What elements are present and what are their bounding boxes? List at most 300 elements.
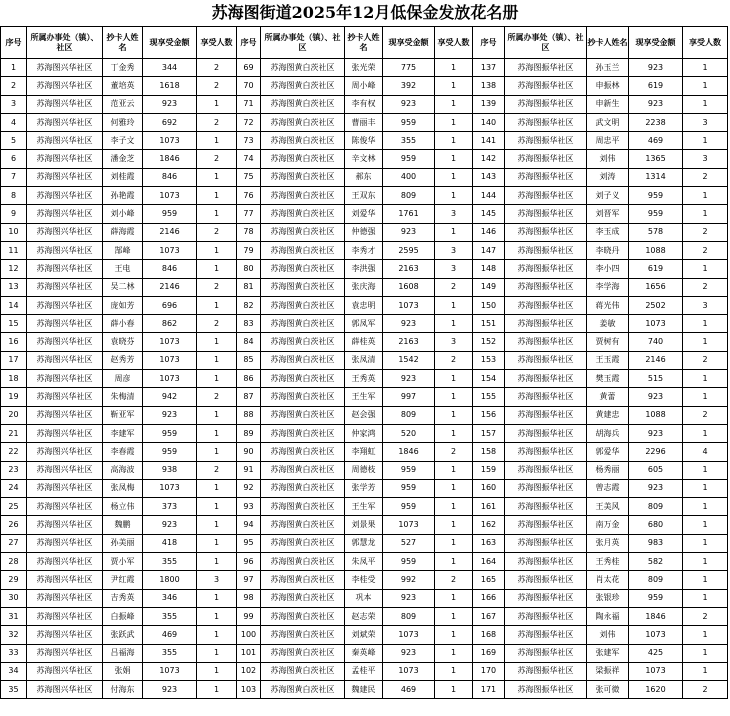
seq-cell: 13 [1,278,27,296]
amount-cell: 923 [143,95,197,113]
header-seq: 序号 [1,27,27,59]
table-row [1,626,728,644]
community-cell: 苏海图振华社区 [505,315,587,333]
seq-cell: 101 [237,644,261,662]
amount-cell: 344 [143,59,197,77]
community-cell: 苏海图兴华社区 [27,296,103,314]
amount-cell: 923 [383,644,435,662]
count-cell: 1 [435,626,473,644]
count-cell: 1 [197,534,237,552]
community-cell: 苏海图振华社区 [505,626,587,644]
community-cell: 苏海图振华社区 [505,388,587,406]
amount-cell: 923 [383,589,435,607]
count-cell: 2 [197,461,237,479]
cardholder-cell: 张建军 [587,644,629,662]
count-cell: 2 [683,168,728,186]
seq-cell: 93 [237,498,261,516]
seq-cell: 26 [1,516,27,534]
cardholder-cell: 张娟 [103,662,143,680]
community-cell: 苏海图黄白茨社区 [261,516,345,534]
seq-cell: 75 [237,168,261,186]
cardholder-cell: 李小四 [587,260,629,278]
community-cell: 苏海图黄白茨社区 [261,351,345,369]
cardholder-cell: 仲德强 [345,223,383,241]
community-cell: 苏海图兴华社区 [27,626,103,644]
count-cell: 1 [435,662,473,680]
cardholder-cell: 吉秀英 [103,589,143,607]
seq-cell: 17 [1,351,27,369]
count-cell: 1 [683,461,728,479]
seq-cell: 87 [237,388,261,406]
cardholder-cell: 李学海 [587,278,629,296]
amount-cell: 959 [143,424,197,442]
header-count: 享受人数 [197,27,237,59]
seq-cell: 162 [473,516,505,534]
seq-cell: 2 [1,77,27,95]
seq-cell: 149 [473,278,505,296]
cardholder-cell: 范亚云 [103,95,143,113]
community-cell: 苏海图兴华社区 [27,406,103,424]
cardholder-cell: 白振峰 [103,607,143,625]
community-cell: 苏海图兴华社区 [27,223,103,241]
seq-cell: 71 [237,95,261,113]
count-cell: 1 [197,479,237,497]
table-row [1,278,728,296]
cardholder-cell: 李玉成 [587,223,629,241]
community-cell: 苏海图黄白茨社区 [261,205,345,223]
community-cell: 苏海图兴华社区 [27,498,103,516]
seq-cell: 96 [237,553,261,571]
amount-cell: 2163 [383,260,435,278]
community-cell: 苏海图兴华社区 [27,315,103,333]
seq-cell: 20 [1,406,27,424]
community-cell: 苏海图黄白茨社区 [261,571,345,589]
count-cell: 2 [197,278,237,296]
amount-cell: 1073 [143,241,197,259]
cardholder-cell: 张学芳 [345,479,383,497]
count-cell: 3 [197,571,237,589]
cardholder-cell: 姜敏 [587,315,629,333]
cardholder-cell: 孙美丽 [103,534,143,552]
cardholder-cell: 薛桂英 [345,333,383,351]
amount-cell: 1608 [383,278,435,296]
community-cell: 苏海图振华社区 [505,150,587,168]
cardholder-cell: 申振林 [587,77,629,95]
seq-cell: 12 [1,260,27,278]
table-row [1,406,728,424]
amount-cell: 1542 [383,351,435,369]
amount-cell: 809 [629,498,683,516]
seq-cell: 169 [473,644,505,662]
seq-cell: 4 [1,113,27,131]
community-cell: 苏海图振华社区 [505,406,587,424]
amount-cell: 1073 [383,626,435,644]
count-cell: 2 [683,278,728,296]
seq-cell: 90 [237,443,261,461]
community-cell: 苏海图振华社区 [505,424,587,442]
header-cardholder: 抄卡人姓名 [103,27,143,59]
amount-cell: 1073 [629,315,683,333]
community-cell: 苏海图振华社区 [505,333,587,351]
count-cell: 1 [683,553,728,571]
seq-cell: 27 [1,534,27,552]
cardholder-cell: 张凤梅 [103,479,143,497]
community-cell: 苏海图兴华社区 [27,205,103,223]
community-cell: 苏海图振华社区 [505,607,587,625]
count-cell: 1 [683,95,728,113]
seq-cell: 160 [473,479,505,497]
seq-cell: 23 [1,461,27,479]
amount-cell: 520 [383,424,435,442]
community-cell: 苏海图兴华社区 [27,681,103,699]
count-cell: 1 [197,424,237,442]
cardholder-cell: 辛文林 [345,150,383,168]
amount-cell: 923 [629,95,683,113]
count-cell: 1 [683,498,728,516]
header-community: 所属办事处（镇）、社区 [261,27,345,59]
cardholder-cell: 何雅玲 [103,113,143,131]
count-cell: 1 [197,644,237,662]
amount-cell: 923 [143,406,197,424]
count-cell: 4 [683,443,728,461]
count-cell: 1 [435,77,473,95]
community-cell: 苏海图黄白茨社区 [261,681,345,699]
amount-cell: 959 [629,205,683,223]
amount-cell: 1314 [629,168,683,186]
table-row [1,296,728,314]
community-cell: 苏海图振华社区 [505,77,587,95]
amount-cell: 346 [143,589,197,607]
amount-cell: 959 [383,150,435,168]
cardholder-cell: 郜峰 [103,241,143,259]
header-amount: 现享受金额 [629,27,683,59]
table-row [1,424,728,442]
cardholder-cell: 朱凤平 [345,553,383,571]
community-cell: 苏海图振华社区 [505,443,587,461]
cardholder-cell: 樊玉霞 [587,370,629,388]
table-row [1,681,728,699]
amount-cell: 469 [629,132,683,150]
count-cell: 2 [683,607,728,625]
table-row [1,644,728,662]
table-row [1,571,728,589]
community-cell: 苏海图振华社区 [505,681,587,699]
seq-cell: 94 [237,516,261,534]
amount-cell: 355 [143,644,197,662]
amount-cell: 619 [629,260,683,278]
seq-cell: 84 [237,333,261,351]
amount-cell: 959 [143,443,197,461]
amount-cell: 2502 [629,296,683,314]
count-cell: 1 [197,626,237,644]
seq-cell: 139 [473,95,505,113]
count-cell: 2 [197,150,237,168]
cardholder-cell: 薛小春 [103,315,143,333]
amount-cell: 1073 [143,479,197,497]
seq-cell: 145 [473,205,505,223]
community-cell: 苏海图兴华社区 [27,260,103,278]
cardholder-cell: 高海波 [103,461,143,479]
cardholder-cell: 刘爱华 [345,205,383,223]
amount-cell: 923 [383,315,435,333]
cardholder-cell: 张凤清 [345,351,383,369]
amount-cell: 1073 [383,516,435,534]
amount-cell: 469 [383,681,435,699]
header-amount: 现享受金额 [143,27,197,59]
amount-cell: 418 [143,534,197,552]
count-cell: 2 [435,351,473,369]
count-cell: 2 [683,223,728,241]
seq-cell: 79 [237,241,261,259]
seq-cell: 78 [237,223,261,241]
cardholder-cell: 申新生 [587,95,629,113]
community-cell: 苏海图振华社区 [505,168,587,186]
cardholder-cell: 周彦 [103,370,143,388]
cardholder-cell: 张庆海 [345,278,383,296]
cardholder-cell: 王电 [103,260,143,278]
cardholder-cell: 郝东 [345,168,383,186]
cardholder-cell: 胡海兵 [587,424,629,442]
community-cell: 苏海图兴华社区 [27,113,103,131]
count-cell: 1 [435,370,473,388]
seq-cell: 31 [1,607,27,625]
seq-cell: 14 [1,296,27,314]
count-cell: 1 [197,607,237,625]
community-cell: 苏海图振华社区 [505,205,587,223]
cardholder-cell: 赵志荣 [345,607,383,625]
cardholder-cell: 王生军 [345,498,383,516]
amount-cell: 1846 [629,607,683,625]
seq-cell: 163 [473,534,505,552]
cardholder-cell: 赵秀芳 [103,351,143,369]
community-cell: 苏海图黄白茨社区 [261,534,345,552]
seq-cell: 30 [1,589,27,607]
amount-cell: 1846 [143,150,197,168]
table-row [1,553,728,571]
count-cell: 2 [683,681,728,699]
count-cell: 1 [683,424,728,442]
amount-cell: 1088 [629,241,683,259]
seq-cell: 159 [473,461,505,479]
table-row [1,205,728,223]
community-cell: 苏海图兴华社区 [27,187,103,205]
count-cell: 1 [435,132,473,150]
cardholder-cell: 黄建忠 [587,406,629,424]
table-row [1,662,728,680]
community-cell: 苏海图兴华社区 [27,278,103,296]
amount-cell: 1073 [143,370,197,388]
seq-cell: 88 [237,406,261,424]
count-cell: 3 [435,205,473,223]
seq-cell: 154 [473,370,505,388]
community-cell: 苏海图黄白茨社区 [261,424,345,442]
community-cell: 苏海图兴华社区 [27,461,103,479]
community-cell: 苏海图振华社区 [505,461,587,479]
count-cell: 2 [197,77,237,95]
amount-cell: 862 [143,315,197,333]
table-row [1,223,728,241]
cardholder-cell: 魏建民 [345,681,383,699]
amount-cell: 1073 [383,296,435,314]
table-row [1,77,728,95]
seq-cell: 83 [237,315,261,333]
cardholder-cell: 薛海霞 [103,223,143,241]
amount-cell: 2296 [629,443,683,461]
community-cell: 苏海图黄白茨社区 [261,315,345,333]
seq-cell: 138 [473,77,505,95]
amount-cell: 1073 [143,187,197,205]
amount-cell: 809 [383,406,435,424]
cardholder-cell: 丁金秀 [103,59,143,77]
count-cell: 1 [435,644,473,662]
seq-cell: 21 [1,424,27,442]
seq-cell: 151 [473,315,505,333]
amount-cell: 1365 [629,150,683,168]
seq-cell: 80 [237,260,261,278]
count-cell: 1 [683,260,728,278]
cardholder-cell: 李建军 [103,424,143,442]
amount-cell: 2146 [629,351,683,369]
amount-cell: 1656 [629,278,683,296]
amount-cell: 775 [383,59,435,77]
count-cell: 3 [435,241,473,259]
seq-cell: 98 [237,589,261,607]
community-cell: 苏海图振华社区 [505,132,587,150]
amount-cell: 923 [629,388,683,406]
community-cell: 苏海图兴华社区 [27,479,103,497]
cardholder-cell: 贾小军 [103,553,143,571]
table-row [1,607,728,625]
table-row [1,113,728,131]
community-cell: 苏海图兴华社区 [27,351,103,369]
seq-cell: 91 [237,461,261,479]
community-cell: 苏海图黄白茨社区 [261,626,345,644]
count-cell: 1 [435,461,473,479]
count-cell: 2 [197,113,237,131]
header-cardholder: 抄卡人姓名 [587,27,629,59]
seq-cell: 89 [237,424,261,442]
seq-cell: 137 [473,59,505,77]
cardholder-cell: 孟桂平 [345,662,383,680]
cardholder-cell: 郭凤军 [345,315,383,333]
seq-cell: 171 [473,681,505,699]
count-cell: 1 [435,95,473,113]
community-cell: 苏海图黄白茨社区 [261,553,345,571]
seq-cell: 152 [473,333,505,351]
community-cell: 苏海图振华社区 [505,351,587,369]
seq-cell: 72 [237,113,261,131]
count-cell: 2 [197,388,237,406]
cardholder-cell: 孙玉兰 [587,59,629,77]
seq-cell: 25 [1,498,27,516]
amount-cell: 923 [629,424,683,442]
community-cell: 苏海图兴华社区 [27,333,103,351]
seq-cell: 8 [1,187,27,205]
header-amount: 现享受金额 [383,27,435,59]
count-cell: 1 [435,315,473,333]
amount-cell: 1088 [629,406,683,424]
amount-cell: 355 [383,132,435,150]
seq-cell: 86 [237,370,261,388]
cardholder-cell: 贾树有 [587,333,629,351]
count-cell: 1 [683,205,728,223]
cardholder-cell: 秦英峰 [345,644,383,662]
community-cell: 苏海图振华社区 [505,498,587,516]
seq-cell: 11 [1,241,27,259]
community-cell: 苏海图兴华社区 [27,424,103,442]
cardholder-cell: 张银珍 [587,589,629,607]
seq-cell: 143 [473,168,505,186]
amount-cell: 938 [143,461,197,479]
cardholder-cell: 南万金 [587,516,629,534]
seq-cell: 103 [237,681,261,699]
community-cell: 苏海图兴华社区 [27,607,103,625]
count-cell: 1 [197,333,237,351]
amount-cell: 692 [143,113,197,131]
seq-cell: 1 [1,59,27,77]
seq-cell: 76 [237,187,261,205]
community-cell: 苏海图振华社区 [505,95,587,113]
amount-cell: 605 [629,461,683,479]
seq-cell: 142 [473,150,505,168]
count-cell: 1 [197,406,237,424]
count-cell: 1 [197,168,237,186]
seq-cell: 170 [473,662,505,680]
table-row [1,187,728,205]
amount-cell: 923 [629,479,683,497]
count-cell: 2 [435,571,473,589]
cardholder-cell: 周小峰 [345,77,383,95]
amount-cell: 1073 [143,662,197,680]
amount-cell: 2146 [143,278,197,296]
table-row [1,498,728,516]
count-cell: 1 [197,205,237,223]
seq-cell: 9 [1,205,27,223]
community-cell: 苏海图兴华社区 [27,571,103,589]
count-cell: 1 [683,534,728,552]
cardholder-cell: 梁振祥 [587,662,629,680]
amount-cell: 923 [383,223,435,241]
amount-cell: 809 [383,607,435,625]
table-row [1,59,728,77]
count-cell: 1 [683,571,728,589]
community-cell: 苏海图黄白茨社区 [261,241,345,259]
seq-cell: 161 [473,498,505,516]
community-cell: 苏海图振华社区 [505,296,587,314]
seq-cell: 165 [473,571,505,589]
community-cell: 苏海图黄白茨社区 [261,498,345,516]
community-cell: 苏海图振华社区 [505,260,587,278]
amount-cell: 1620 [629,681,683,699]
community-cell: 苏海图黄白茨社区 [261,260,345,278]
community-cell: 苏海图黄白茨社区 [261,296,345,314]
count-cell: 1 [683,132,728,150]
count-cell: 1 [683,388,728,406]
seq-cell: 29 [1,571,27,589]
cardholder-cell: 孙艳霞 [103,187,143,205]
community-cell: 苏海图兴华社区 [27,370,103,388]
seq-cell: 156 [473,406,505,424]
count-cell: 1 [435,296,473,314]
header-count: 享受人数 [435,27,473,59]
count-cell: 1 [435,534,473,552]
community-cell: 苏海图振华社区 [505,571,587,589]
count-cell: 1 [435,498,473,516]
seq-cell: 6 [1,150,27,168]
amount-cell: 983 [629,534,683,552]
community-cell: 苏海图兴华社区 [27,59,103,77]
header-seq: 序号 [473,27,505,59]
